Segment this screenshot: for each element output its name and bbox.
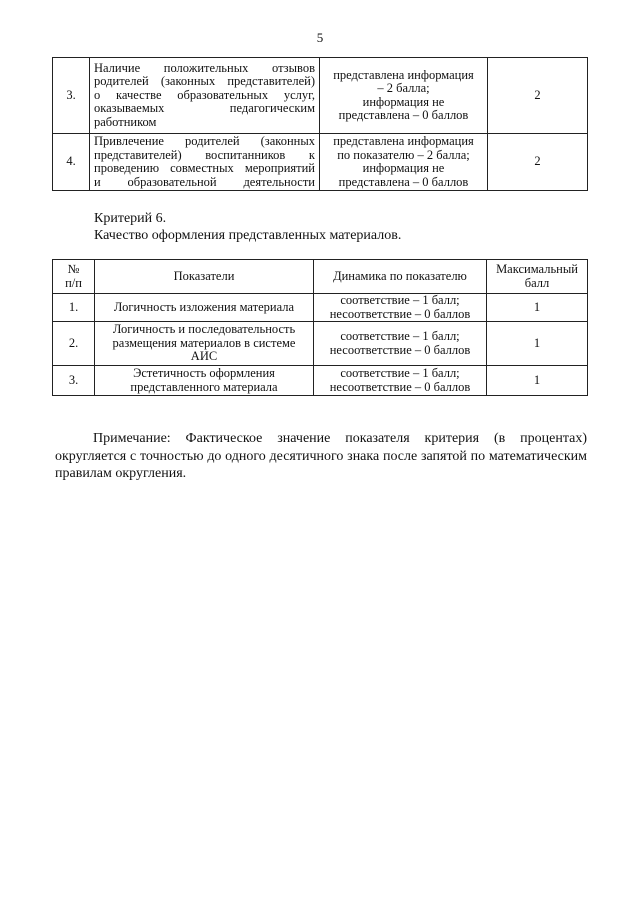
dynamics-line: соответствие – 1 балл; — [340, 293, 460, 307]
header-number — [53, 260, 95, 294]
dynamics-line: информация не — [362, 94, 445, 109]
dynamics-cell — [320, 134, 488, 191]
indicator-cell — [90, 134, 320, 191]
table-row — [53, 322, 588, 366]
criterion-description: Качество оформления представленных материалов. — [94, 228, 402, 243]
table-row — [53, 366, 588, 396]
max-score: 1 — [487, 366, 588, 396]
indicator-line: оказываемых педагогическим — [94, 101, 315, 116]
row-number: 4. — [53, 134, 90, 191]
indicator-line: размещения материалов в системе — [112, 335, 296, 350]
note-paragraph: Примечание: Фактическое значение показателя критерия (в процентах) округляется с точностью до одного десятичного знака после запятой по математическим правилам округления. — [55, 431, 587, 481]
header-max-score — [487, 260, 588, 294]
row-number: 1. — [53, 294, 95, 322]
header-line: № — [67, 262, 80, 276]
dynamics-cell — [320, 58, 488, 134]
row-number: 2. — [53, 322, 95, 366]
indicator-line: представителей) воспитанников к — [94, 147, 315, 162]
indicator-line: представленного материала — [130, 379, 278, 394]
indicator-line: и образовательной деятельности — [94, 174, 315, 189]
dynamics-line: несоответствие – 0 баллов — [329, 379, 471, 394]
header-line: Максимальный — [496, 262, 578, 276]
max-score: 1 — [487, 322, 588, 366]
dynamics-cell — [314, 366, 487, 396]
indicator-line: Логичность и последовательность — [112, 322, 296, 337]
indicator-line: Логичность изложения материала — [113, 299, 295, 314]
indicator-line: Привлечение родителей (законных — [94, 134, 315, 148]
max-score: 1 — [487, 294, 588, 322]
indicator-cell — [90, 58, 320, 134]
criterion-6-table — [52, 259, 588, 396]
indicator-line: Наличие положительных отзывов — [94, 60, 315, 75]
dynamics-line: несоответствие – 0 баллов — [329, 342, 471, 357]
page-number: 5 — [316, 30, 324, 45]
table-row — [53, 58, 588, 134]
header-line: балл — [524, 275, 550, 290]
table-row — [53, 294, 588, 322]
header-dynamics: Динамика по показателю — [314, 260, 487, 294]
indicator-line: проведению совместных мероприятий — [94, 161, 315, 175]
dynamics-line: представлена – 0 баллов — [338, 108, 469, 122]
dynamics-line: соответствие – 1 балл; — [340, 329, 460, 343]
dynamics-line: представлена информация — [333, 134, 474, 148]
row-number: 3. — [53, 366, 95, 396]
indicator-cell — [95, 322, 314, 366]
indicator-line: Эстетичность оформления — [133, 366, 275, 380]
header-line: п/п — [65, 275, 82, 290]
criterion-title: Критерий 6. — [94, 211, 167, 226]
indicator-line: работником — [94, 114, 157, 129]
dynamics-line: информация не — [362, 161, 445, 175]
max-score: 2 — [488, 58, 588, 134]
dynamics-cell — [314, 322, 487, 366]
indicator-line: родителей (законных представителей) — [94, 74, 315, 89]
dynamics-line: по показателю – 2 балла; — [337, 147, 470, 162]
dynamics-line: – 2 балла; — [377, 81, 430, 95]
table-header-row — [53, 260, 588, 294]
criteria-table-continued — [52, 57, 588, 191]
row-number: 3. — [53, 58, 90, 134]
dynamics-line: представлена информация — [333, 67, 474, 82]
header-indicators: Показатели — [95, 260, 314, 294]
indicator-cell — [95, 294, 314, 322]
indicator-line: о качестве образовательных услуг, — [94, 87, 315, 102]
dynamics-line: несоответствие – 0 баллов — [329, 306, 471, 321]
indicator-line: АИС — [190, 349, 218, 364]
indicator-cell — [95, 366, 314, 396]
table-row — [53, 134, 588, 191]
max-score: 2 — [488, 134, 588, 191]
dynamics-line: соответствие – 1 балл; — [340, 366, 460, 380]
dynamics-cell — [314, 294, 487, 322]
dynamics-line: представлена – 0 баллов — [338, 174, 469, 189]
